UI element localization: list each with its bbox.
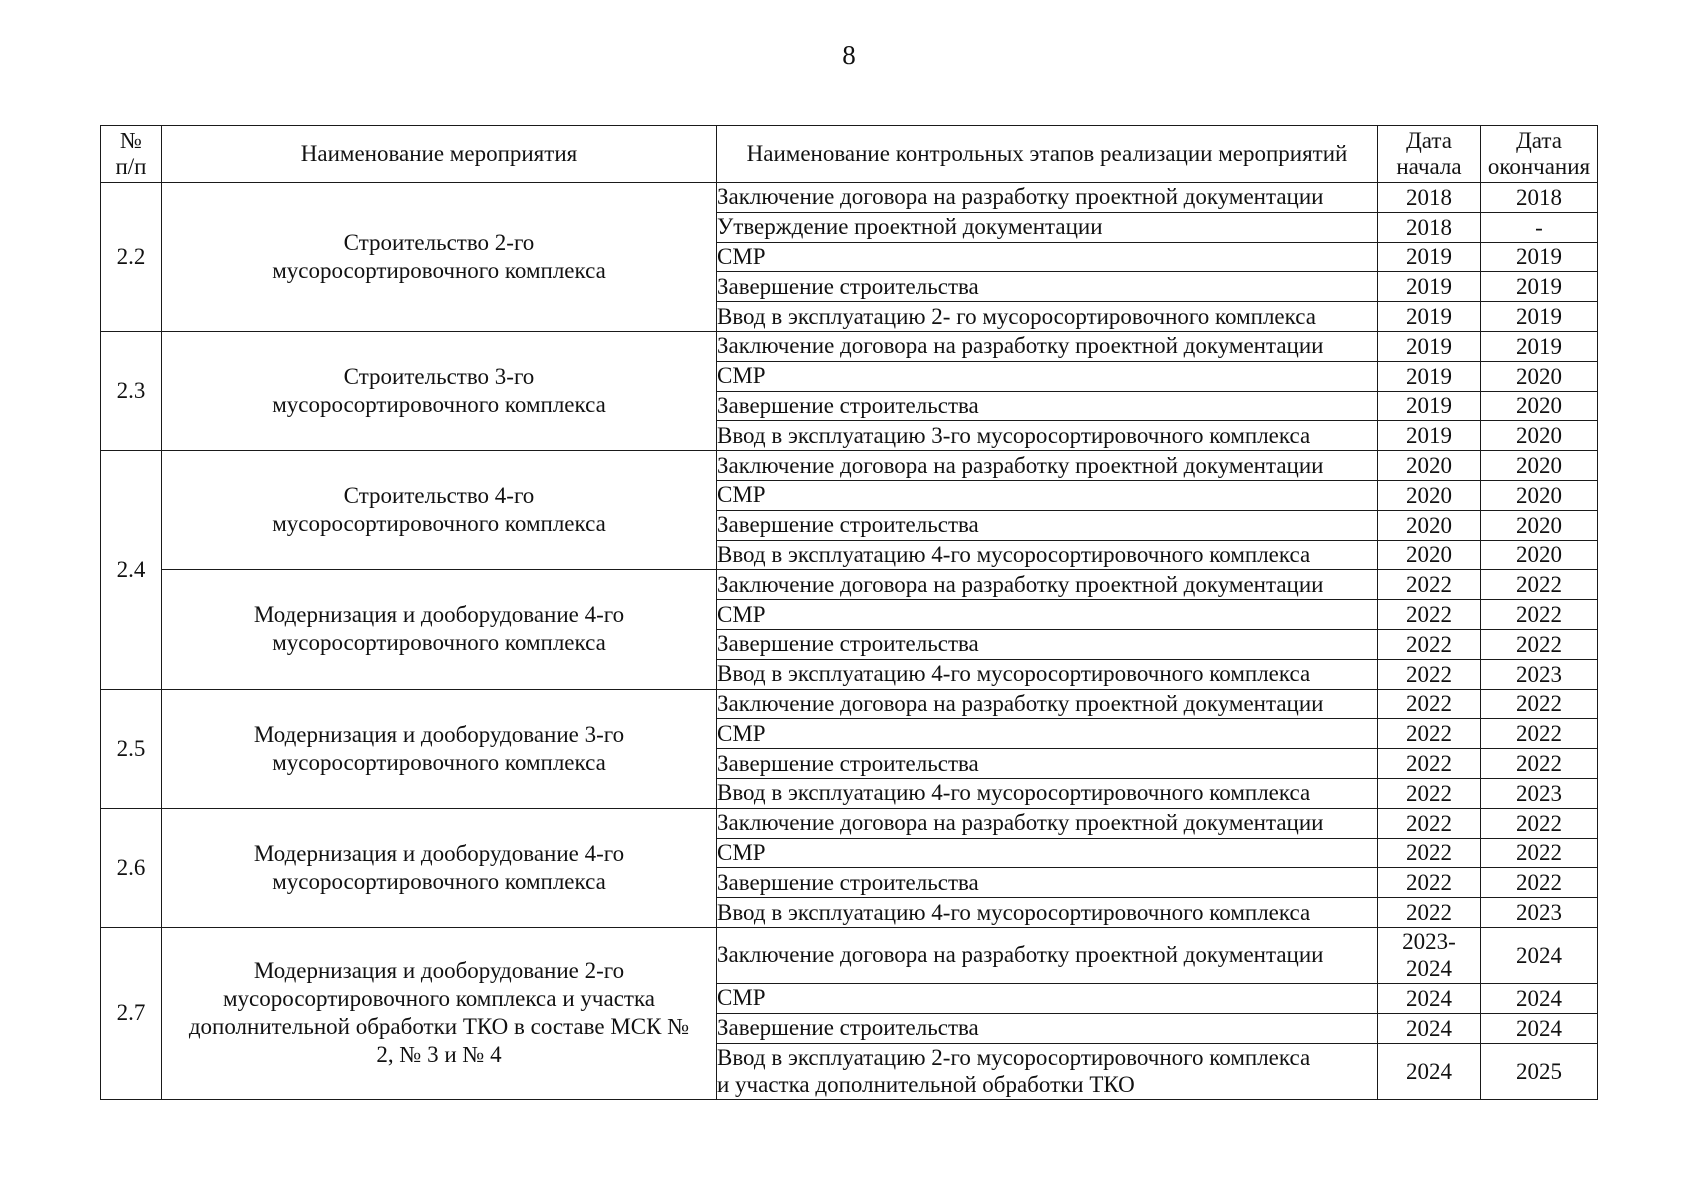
event-name-line: Строительство 2-го: [343, 229, 535, 255]
stage-name: [717, 808, 1378, 838]
item-number: 2.3: [101, 331, 162, 450]
table-header-row: [101, 126, 1598, 183]
item-number: 2.4: [101, 451, 162, 689]
end-date: 2022: [1481, 808, 1598, 838]
stage-name: [717, 659, 1378, 689]
stage-name: [717, 719, 1378, 749]
header-start-date: [1378, 126, 1481, 183]
end-date: 2019: [1481, 331, 1598, 361]
stage-name: [717, 451, 1378, 481]
table-row: [101, 808, 1598, 838]
end-date: 2022: [1481, 749, 1598, 779]
stage-name-text: Ввод в эксплуатацию 4-го мусоросортировочного комплекса: [717, 541, 1311, 567]
stage-name-text: СМР: [717, 601, 766, 627]
item-number: 2.7: [101, 927, 162, 1099]
page-number: 8: [842, 40, 856, 70]
start-date-text: 2022: [1406, 631, 1452, 657]
start-date-text: 2024: [1406, 1058, 1452, 1084]
event-name: [162, 689, 717, 808]
start-date: [1378, 898, 1481, 928]
stage-name-text: Заключение договора на разработку проектной документации: [717, 942, 1324, 968]
start-date: [1378, 778, 1481, 808]
start-date: [1378, 331, 1481, 361]
end-date: 2022: [1481, 600, 1598, 630]
end-date: 2024: [1481, 1013, 1598, 1043]
stage-name-text: СМР: [717, 363, 766, 389]
table-row: [101, 689, 1598, 719]
stage-name: [717, 480, 1378, 510]
event-name: [162, 331, 717, 450]
start-date-text: 2019: [1406, 333, 1452, 359]
table-row: [101, 183, 1598, 213]
start-date-text: 2022: [1406, 900, 1452, 926]
header-num-line1: №: [120, 128, 142, 153]
stage-name-text: Ввод в эксплуатацию 2- го мусоросортировочного комплекса: [717, 303, 1316, 329]
event-name-line: мусоросортировочного комплекса: [272, 749, 606, 775]
end-date: 2019: [1481, 272, 1598, 302]
stage-name-text: Завершение строительства: [717, 392, 979, 418]
stage-name-text: СМР: [717, 243, 766, 269]
stage-name-text: Заключение договора на разработку проектной документации: [717, 571, 1324, 597]
end-date: 2022: [1481, 629, 1598, 659]
events-table: [100, 125, 1598, 1100]
stage-name: [717, 749, 1378, 779]
stage-name-text: СМР: [717, 985, 766, 1011]
start-date-text: 2019: [1406, 393, 1452, 419]
start-date-text: 2022: [1406, 691, 1452, 717]
event-name-line: Строительство 4-го: [343, 483, 535, 509]
stage-name: [717, 868, 1378, 898]
start-date: [1378, 183, 1481, 213]
event-name-line: 2, № 3 и № 4: [376, 1042, 502, 1068]
stage-name-text: Завершение строительства: [717, 631, 979, 657]
stage-name-text: Заключение договора на разработку проектной документации: [717, 184, 1324, 210]
header-num: [101, 126, 162, 183]
stage-name: [717, 898, 1378, 928]
start-date: [1378, 659, 1481, 689]
header-end-line1: Дата: [1516, 128, 1562, 153]
start-date-text: 2018: [1406, 214, 1452, 240]
event-name-line: мусоросортировочного комплекса: [272, 511, 606, 537]
start-date-text: 2022: [1406, 870, 1452, 896]
end-date: 2024: [1481, 927, 1598, 983]
end-date: 2018: [1481, 183, 1598, 213]
start-date: [1378, 600, 1481, 630]
event-name: [162, 927, 717, 1099]
stage-name: [717, 1013, 1378, 1043]
stage-name: [717, 540, 1378, 570]
stage-name: [717, 510, 1378, 540]
event-name: [162, 451, 717, 570]
start-date-text: 2020: [1406, 453, 1452, 479]
start-date-text: 2019: [1406, 274, 1452, 300]
stage-name-text: Заключение договора на разработку проектной документации: [717, 333, 1324, 359]
stage-name-text: Ввод в эксплуатацию 4-го мусоросортировочного комплекса: [717, 780, 1311, 806]
event-name-line: Строительство 3-го: [343, 364, 535, 390]
event-name-line: мусоросортировочного комплекса: [272, 630, 606, 656]
start-date: [1378, 927, 1481, 983]
item-number: 2.2: [101, 183, 162, 332]
stage-name: [717, 983, 1378, 1013]
stage-name: [717, 838, 1378, 868]
stage-name: [717, 212, 1378, 242]
end-date: 2022: [1481, 719, 1598, 749]
stage-name-text: СМР: [717, 720, 766, 746]
start-date: [1378, 629, 1481, 659]
start-date: [1378, 983, 1481, 1013]
stage-name-text: Ввод в эксплуатацию 3-го мусоросортировочного комплекса: [717, 422, 1311, 448]
header-stages: Наименование контрольных этапов реализации мероприятий: [717, 126, 1378, 183]
start-date-text: 2020: [1406, 512, 1452, 538]
start-date-text: 2022: [1406, 602, 1452, 628]
start-date-text: 2022: [1406, 780, 1452, 806]
start-date: [1378, 421, 1481, 451]
end-date: 2022: [1481, 838, 1598, 868]
start-date: [1378, 510, 1481, 540]
stage-name-text: Заключение договора на разработку проектной документации: [717, 810, 1324, 836]
event-name-line: Модернизация и дооборудование 3-го: [253, 721, 625, 747]
stage-name-text: Утверждение проектной документации: [717, 214, 1103, 240]
end-date: 2020: [1481, 421, 1598, 451]
end-date: 2024: [1481, 983, 1598, 1013]
end-date: 2023: [1481, 659, 1598, 689]
end-date: 2023: [1481, 778, 1598, 808]
event-name-line: Модернизация и дооборудование 4-го: [253, 602, 625, 628]
start-date-text: 2022: [1406, 572, 1452, 598]
stage-name: [717, 778, 1378, 808]
start-date-text: 2019: [1406, 244, 1452, 270]
start-date-text: 2018: [1406, 184, 1452, 210]
end-date: 2019: [1481, 242, 1598, 272]
stage-name: [717, 600, 1378, 630]
event-name-line: Модернизация и дооборудование 2-го: [253, 958, 625, 984]
stage-name: [717, 331, 1378, 361]
event-name-line: Модернизация и дооборудование 4-го: [253, 840, 625, 866]
event-name-line: мусоросортировочного комплекса: [272, 257, 606, 283]
item-number: 2.5: [101, 689, 162, 808]
stage-name: [717, 1043, 1378, 1099]
end-date: 2022: [1481, 689, 1598, 719]
start-date: [1378, 808, 1481, 838]
start-date-text: 2023- 2024: [1402, 929, 1456, 982]
stage-name-text: Завершение строительства: [717, 869, 979, 895]
start-date: [1378, 1043, 1481, 1099]
stage-name-text: СМР: [717, 482, 766, 508]
stage-name-text: Ввод в эксплуатацию 4-го мусоросортировочного комплекса: [717, 661, 1311, 687]
header-start-line1: Дата: [1406, 128, 1452, 153]
event-name-line: мусоросортировочного комплекса и участка: [223, 986, 655, 1012]
start-date-text: 2024: [1406, 985, 1452, 1011]
stage-name-text: СМР: [717, 839, 766, 865]
start-date: [1378, 451, 1481, 481]
stage-name-text: Завершение строительства: [717, 273, 979, 299]
table-row: [101, 570, 1598, 600]
stage-name: [717, 361, 1378, 391]
stage-name: [717, 242, 1378, 272]
start-date-text: 2019: [1406, 423, 1452, 449]
stage-name: [717, 927, 1378, 983]
end-date: 2020: [1481, 510, 1598, 540]
end-date: 2019: [1481, 302, 1598, 332]
start-date-text: 2022: [1406, 840, 1452, 866]
start-date-text: 2020: [1406, 482, 1452, 508]
stage-name-text: Завершение строительства: [717, 1015, 979, 1041]
stage-name: [717, 421, 1378, 451]
stage-name: [717, 391, 1378, 421]
start-date: [1378, 391, 1481, 421]
start-date: [1378, 689, 1481, 719]
stage-name-text: Завершение строительства: [717, 750, 979, 776]
start-date: [1378, 540, 1481, 570]
stage-name: [717, 302, 1378, 332]
start-date-text: 2019: [1406, 363, 1452, 389]
table-body: [101, 183, 1598, 1100]
end-date: 2022: [1481, 868, 1598, 898]
stage-name-text: Завершение строительства: [717, 512, 979, 538]
stage-name: [717, 272, 1378, 302]
header-start-line2: начала: [1396, 154, 1462, 179]
item-number: 2.6: [101, 808, 162, 927]
start-date-text: 2022: [1406, 721, 1452, 747]
start-date-text: 2022: [1406, 810, 1452, 836]
end-date: 2020: [1481, 540, 1598, 570]
stage-name: [717, 629, 1378, 659]
table-row: [101, 331, 1598, 361]
start-date-text: 2022: [1406, 751, 1452, 777]
stage-name: [717, 183, 1378, 213]
stage-name: [717, 689, 1378, 719]
table-row: [101, 927, 1598, 983]
header-end-line2: окончания: [1487, 154, 1591, 179]
start-date: [1378, 272, 1481, 302]
event-name-line: мусоросортировочного комплекса: [272, 868, 606, 894]
stage-name-text: Заключение договора на разработку проектной документации: [717, 452, 1324, 478]
end-date: 2020: [1481, 451, 1598, 481]
start-date: [1378, 480, 1481, 510]
start-date: [1378, 302, 1481, 332]
start-date: [1378, 719, 1481, 749]
stage-name-text: Заключение договора на разработку проектной документации: [717, 690, 1324, 716]
end-date: 2023: [1481, 898, 1598, 928]
start-date: [1378, 361, 1481, 391]
stage-name-text: Ввод в эксплуатацию 4-го мусоросортировочного комплекса: [717, 899, 1311, 925]
start-date: [1378, 1013, 1481, 1043]
start-date-text: 2019: [1406, 304, 1452, 330]
start-date: [1378, 570, 1481, 600]
header-end-date: [1481, 126, 1598, 183]
event-name-line: дополнительной обработки ТКО в составе МСК №: [188, 1014, 690, 1040]
header-num-line2: п/п: [115, 154, 147, 179]
start-date: [1378, 838, 1481, 868]
start-date: [1378, 212, 1481, 242]
event-name: [162, 570, 717, 689]
end-date: 2020: [1481, 391, 1598, 421]
table-row: [101, 451, 1598, 481]
event-name-line: мусоросортировочного комплекса: [272, 392, 606, 418]
end-date: 2020: [1481, 361, 1598, 391]
start-date-text: 2024: [1406, 1015, 1452, 1041]
start-date: [1378, 242, 1481, 272]
end-date: 2022: [1481, 570, 1598, 600]
end-date: -: [1481, 212, 1598, 242]
stage-name: [717, 570, 1378, 600]
start-date: [1378, 868, 1481, 898]
stage-name-text: Ввод в эксплуатацию 2-го мусоросортировочного комплекса и участка дополнительной обработки ТКО: [717, 1045, 1311, 1098]
header-event: Наименование мероприятия: [162, 126, 717, 183]
start-date-text: 2020: [1406, 542, 1452, 568]
end-date: 2020: [1481, 480, 1598, 510]
start-date: [1378, 749, 1481, 779]
start-date-text: 2022: [1406, 661, 1452, 687]
event-name: [162, 808, 717, 927]
end-date: 2025: [1481, 1043, 1598, 1099]
event-name: [162, 183, 717, 332]
